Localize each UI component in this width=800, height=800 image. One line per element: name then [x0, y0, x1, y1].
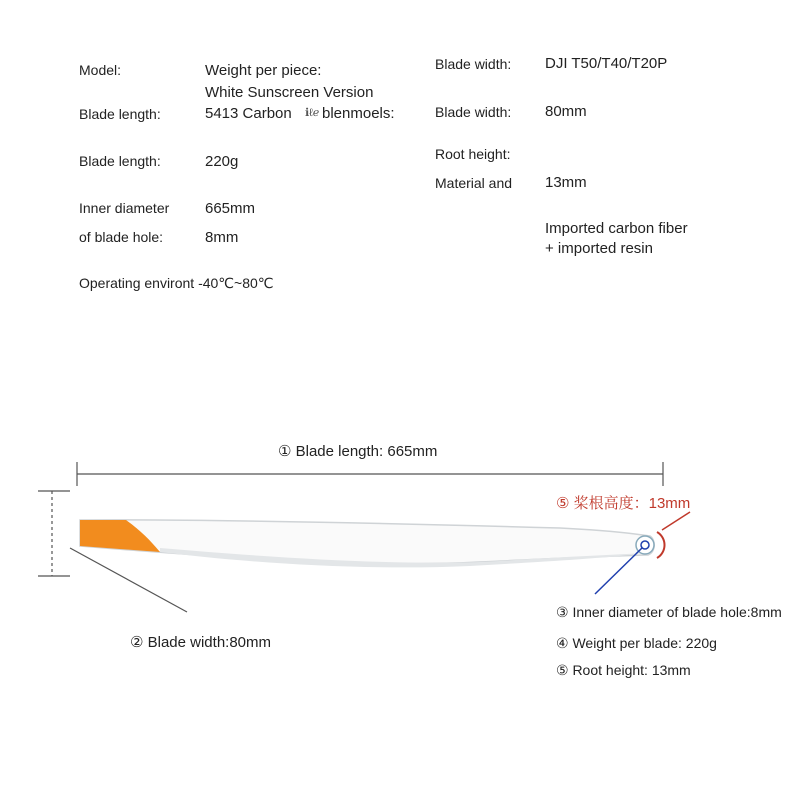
- length-label: ① Blade length: 665mm: [278, 443, 438, 460]
- root-value: 13mm: [545, 174, 587, 191]
- weight-value: 220g: [205, 153, 239, 170]
- length-dimension-line: [77, 462, 663, 486]
- white-version-text: White Sunscreen Version: [205, 84, 374, 101]
- hole-value: 8mm: [205, 229, 239, 246]
- root-height-marker: [657, 532, 665, 558]
- blade-width-label-2: Blade width:: [435, 104, 512, 120]
- blade-hole-label: of blade hole:: [79, 229, 164, 245]
- compatibility-value: DJI T50/T40/T20P: [545, 55, 668, 72]
- width-value: 80mm: [545, 103, 587, 120]
- inner-diameter-label: Inner diameter: [79, 200, 170, 216]
- width-label: ② Blade width:80mm: [130, 634, 272, 651]
- weight-per-piece-label: Weight per piece:: [205, 62, 322, 79]
- root-height-label: Root height:: [435, 146, 511, 162]
- material-line-1: Imported carbon fiber: [545, 220, 688, 237]
- material-line-2: + imported resin: [545, 240, 653, 257]
- model-suffix: blenmoels:: [322, 105, 395, 122]
- weight-label-diagram: ④ Weight per blade: 220g: [556, 635, 717, 651]
- material-label: Material and: [435, 175, 513, 191]
- operating-environment: Operating environt -40℃~80℃: [79, 275, 274, 291]
- root-height-chinese-label: ⑤ 桨根高度：13mm: [556, 495, 691, 512]
- blade-length-label-1: Blade length:: [79, 106, 161, 122]
- inner-diameter-label-diagram: ③ Inner diameter of blade hole:8mm: [556, 604, 782, 620]
- root-height-arrow: [662, 512, 690, 530]
- root-height-label-diagram: ⑤ Root height: 13mm: [556, 662, 691, 678]
- model-value: 5413 Carbon: [205, 105, 292, 122]
- length-value: 665mm: [205, 200, 256, 217]
- blade-length-label-2: Blade length:: [79, 153, 161, 169]
- width-dimension-line: [38, 491, 70, 576]
- blade-hole-icon: [641, 541, 649, 549]
- blade-width-label-1: Blade width:: [435, 56, 512, 72]
- width-leader-line: [70, 548, 187, 612]
- model-label: Model:: [79, 62, 122, 78]
- logo-glyph-text: ℹ︎ℓℯ: [305, 107, 320, 119]
